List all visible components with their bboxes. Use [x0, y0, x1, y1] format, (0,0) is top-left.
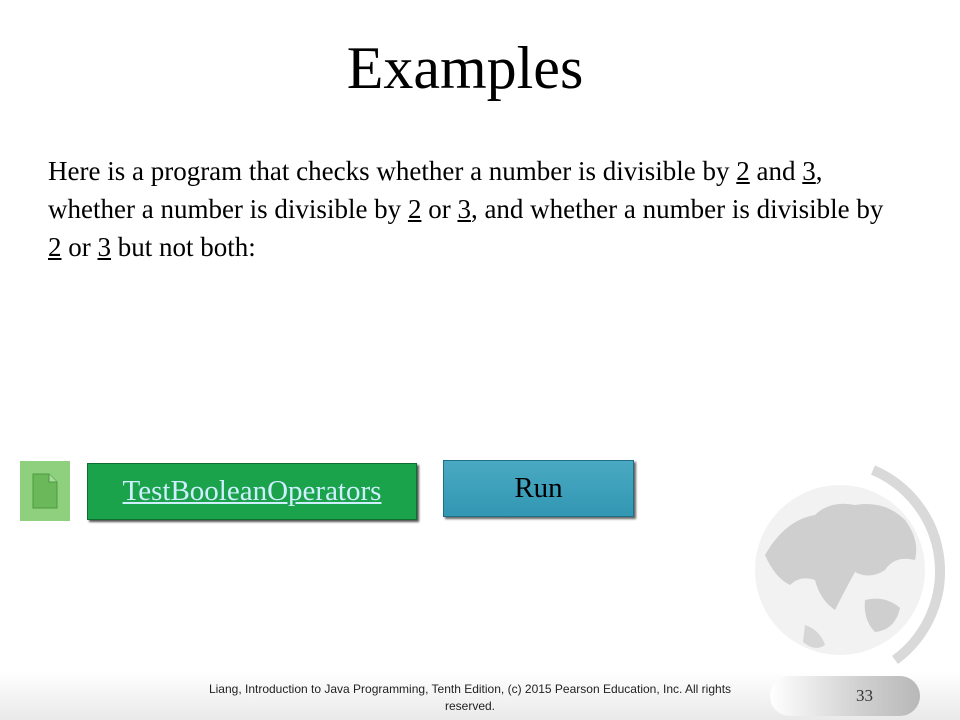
slide-body-text	[48, 152, 898, 266]
body-text-segment: or	[421, 194, 458, 224]
run-button[interactable]	[443, 460, 634, 517]
page-number: 33	[856, 686, 873, 705]
body-text-segment: , whether a number is divisible by	[48, 156, 823, 224]
program-link-button[interactable]	[87, 463, 417, 520]
body-number: 2	[407, 194, 422, 224]
body-number: 3	[97, 232, 111, 262]
body-number: 2	[736, 156, 750, 186]
run-button-label: Run	[514, 472, 563, 504]
body-text-segment: , and whether a number is divisible by	[470, 194, 884, 224]
body-text-segment: but not both:	[111, 232, 256, 262]
body-text-segment: or	[61, 232, 98, 262]
page-number-badge	[770, 676, 920, 716]
body-text-segment: and	[749, 156, 803, 186]
body-number: 2	[48, 232, 62, 262]
body-number: 3	[802, 156, 816, 186]
document-icon	[32, 473, 58, 509]
globe-icon	[745, 460, 945, 680]
body-text-segment: Here is a program that checks whether a number is divisible by	[48, 156, 737, 186]
slide-title: Examples	[346, 35, 584, 101]
program-link-label: TestBooleanOperators	[122, 475, 382, 507]
body-number: 3	[457, 194, 471, 224]
footer-citation: Liang, Introduction to Java Programming, Tenth Edition, (c) 2015 Pearson Education, Inc. All rights reserved.	[208, 682, 732, 713]
file-icon-button[interactable]	[20, 461, 70, 521]
